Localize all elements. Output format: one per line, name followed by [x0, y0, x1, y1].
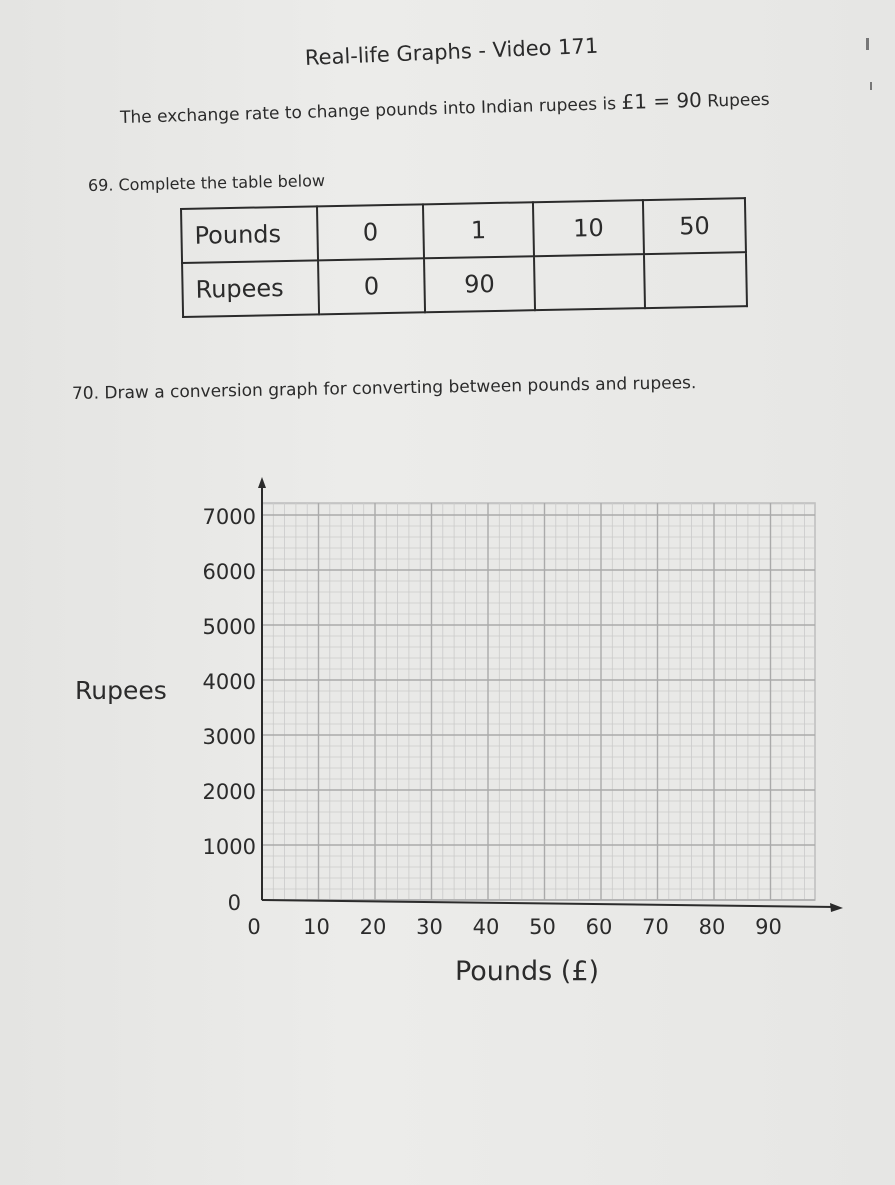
x-axis-title: Pounds (£) — [454, 956, 600, 987]
x-tick-label: 20 — [359, 915, 387, 939]
table-cell: 10 — [533, 200, 644, 256]
page-title: Real-life Graphs - Video 171 — [304, 33, 599, 70]
y-tick-label: 6000 — [202, 560, 256, 584]
graph-grid — [262, 503, 815, 900]
question-70: 70. Draw a conversion graph for converting between pounds and rupees. — [71, 373, 697, 404]
y-axis-title: Rupees — [75, 676, 167, 705]
row-header: Rupees — [182, 260, 319, 317]
table-cell: 0 — [318, 258, 425, 314]
x-tick-label: 10 — [303, 915, 330, 939]
table-cell: 1 — [423, 202, 534, 258]
x-tick-label: 0 — [247, 915, 261, 939]
rate-equation: £1 = 90 — [621, 87, 703, 114]
x-tick-label: 50 — [529, 915, 556, 939]
table-cell: 50 — [643, 198, 746, 254]
y-tick-label: 2000 — [202, 780, 256, 804]
y-tick-label: 1000 — [202, 835, 256, 859]
y-tick-label: 3000 — [202, 725, 256, 749]
y-tick-label: 5000 — [202, 615, 256, 639]
page-mark — [870, 82, 872, 90]
x-tick-label: 40 — [472, 915, 500, 939]
graph-paper — [262, 503, 815, 900]
y-tick-label: 7000 — [202, 505, 256, 529]
question-69: 69. Complete the table below — [87, 171, 326, 195]
x-tick-label: 80 — [698, 915, 726, 939]
x-tick-label: 70 — [642, 915, 669, 939]
intro-text: The exchange rate to change pounds into Indian rupees is — [119, 94, 617, 128]
y-tick-label: 4000 — [202, 670, 256, 694]
x-tick-label: 60 — [585, 915, 613, 939]
x-axis — [262, 900, 836, 907]
table-cell: 90 — [424, 256, 535, 312]
x-tick-label: 30 — [416, 915, 443, 939]
page-mark — [866, 38, 869, 50]
y-tick-label: 0 — [227, 891, 241, 915]
table-cell: 0 — [317, 204, 424, 260]
y-axis-arrow — [258, 477, 266, 488]
rate-unit: Rupees — [707, 89, 770, 112]
row-header: Pounds — [181, 206, 318, 263]
x-tick-label: 90 — [755, 915, 782, 939]
x-axis-arrow — [830, 903, 843, 912]
